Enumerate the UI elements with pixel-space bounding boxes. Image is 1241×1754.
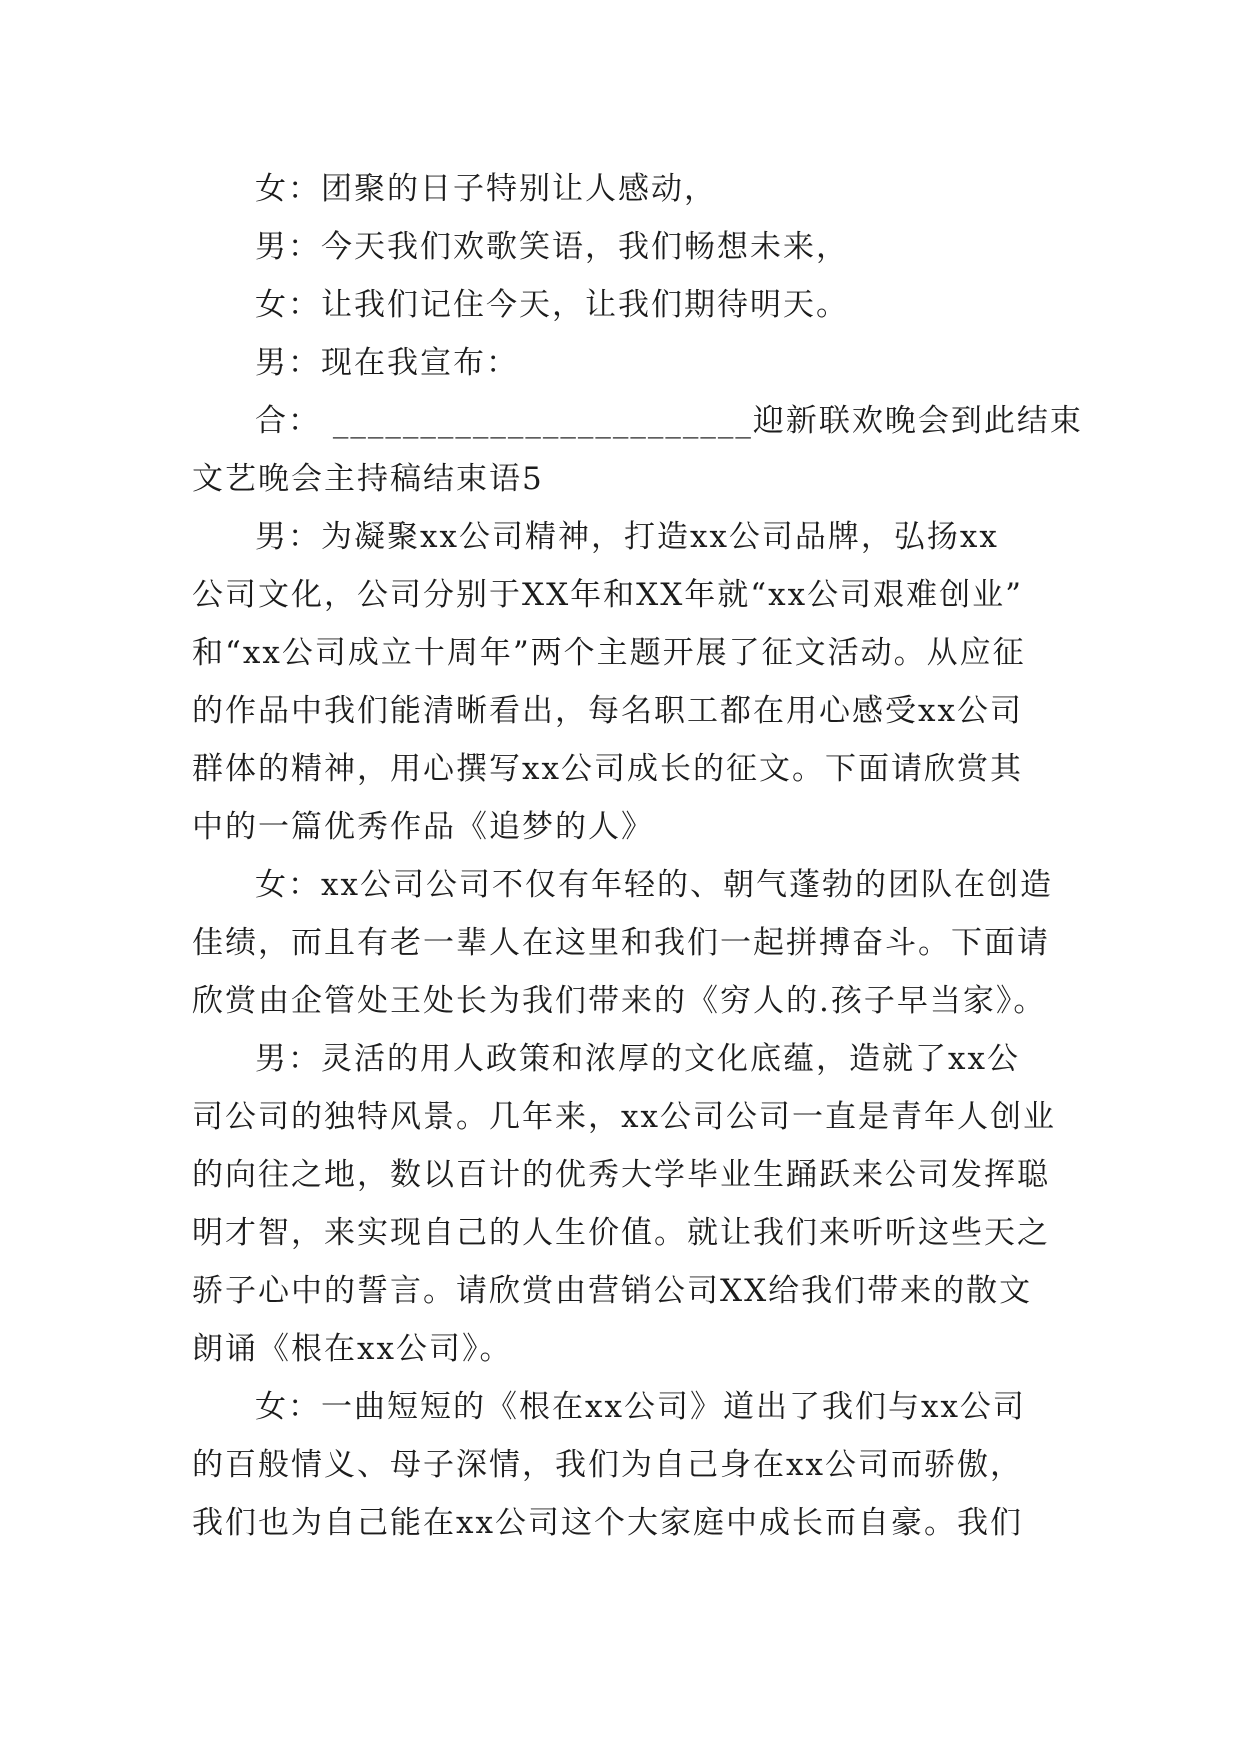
- text-line: 女：xx公司公司不仅有年轻的、朝气蓬勃的团队在创造: [255, 867, 1053, 903]
- document-body: [192, 160, 1083, 1552]
- text-line: 和“xx公司成立十周年”两个主题开展了征文活动。从应征: [192, 635, 1026, 671]
- section-heading: 文艺晚会主持稿结束语5: [192, 461, 544, 497]
- text-line: 男：现在我宣布：: [255, 345, 519, 381]
- text-line: 女：团聚的日子特别让人感动，: [255, 171, 717, 207]
- text-line: 男：灵活的用人政策和浓厚的文化底蕴，造就了xx公: [255, 1041, 1020, 1077]
- text-line: 公司文化，公司分别于XX年和XX年就“xx公司艰难创业”: [192, 577, 1023, 613]
- text-line: 男：今天我们欢歌笑语，我们畅想未来，: [255, 229, 849, 265]
- text-line: 明才智，来实现自己的人生价值。就让我们来听听这些天之: [192, 1215, 1050, 1251]
- text-line: 中的一篇优秀作品《追梦的人》: [192, 809, 654, 845]
- text-line: 的向往之地，数以百计的优秀大学毕业生踊跃来公司发挥聪: [192, 1157, 1050, 1193]
- text-line: 群体的精神，用心撰写xx公司成长的征文。下面请欣赏其: [192, 751, 1023, 787]
- text-line: 欣赏由企管处王处长为我们带来的《穷人的.孩子早当家》。: [192, 983, 1047, 1019]
- text-line: 女：让我们记住今天，让我们期待明天。: [255, 287, 849, 323]
- text-line: 骄子心中的誓言。请欣赏由营销公司XX给我们带来的散文: [192, 1273, 1033, 1309]
- text-line: 我们也为自己能在xx公司这个大家庭中成长而自豪。我们: [192, 1505, 1023, 1541]
- text-line: 司公司的独特风景。几年来，xx公司公司一直是青年人创业: [192, 1099, 1056, 1135]
- text-line: 合： ________________________迎新联欢晚会到此结束: [255, 403, 1083, 439]
- text-line: 佳绩，而且有老一辈人在这里和我们一起拼搏奋斗。下面请: [192, 925, 1050, 961]
- text-line: 女：一曲短短的《根在xx公司》道出了我们与xx公司: [255, 1389, 1026, 1425]
- text-line: 男：为凝聚xx公司精神，打造xx公司品牌，弘扬xx: [255, 519, 999, 555]
- text-line: 的作品中我们能清晰看出，每名职工都在用心感受xx公司: [192, 693, 1023, 729]
- text-line: 的百般情义、母子深情，我们为自己身在xx公司而骄傲，: [192, 1447, 1023, 1483]
- text-line: 朗诵《根在xx公司》。: [192, 1331, 513, 1367]
